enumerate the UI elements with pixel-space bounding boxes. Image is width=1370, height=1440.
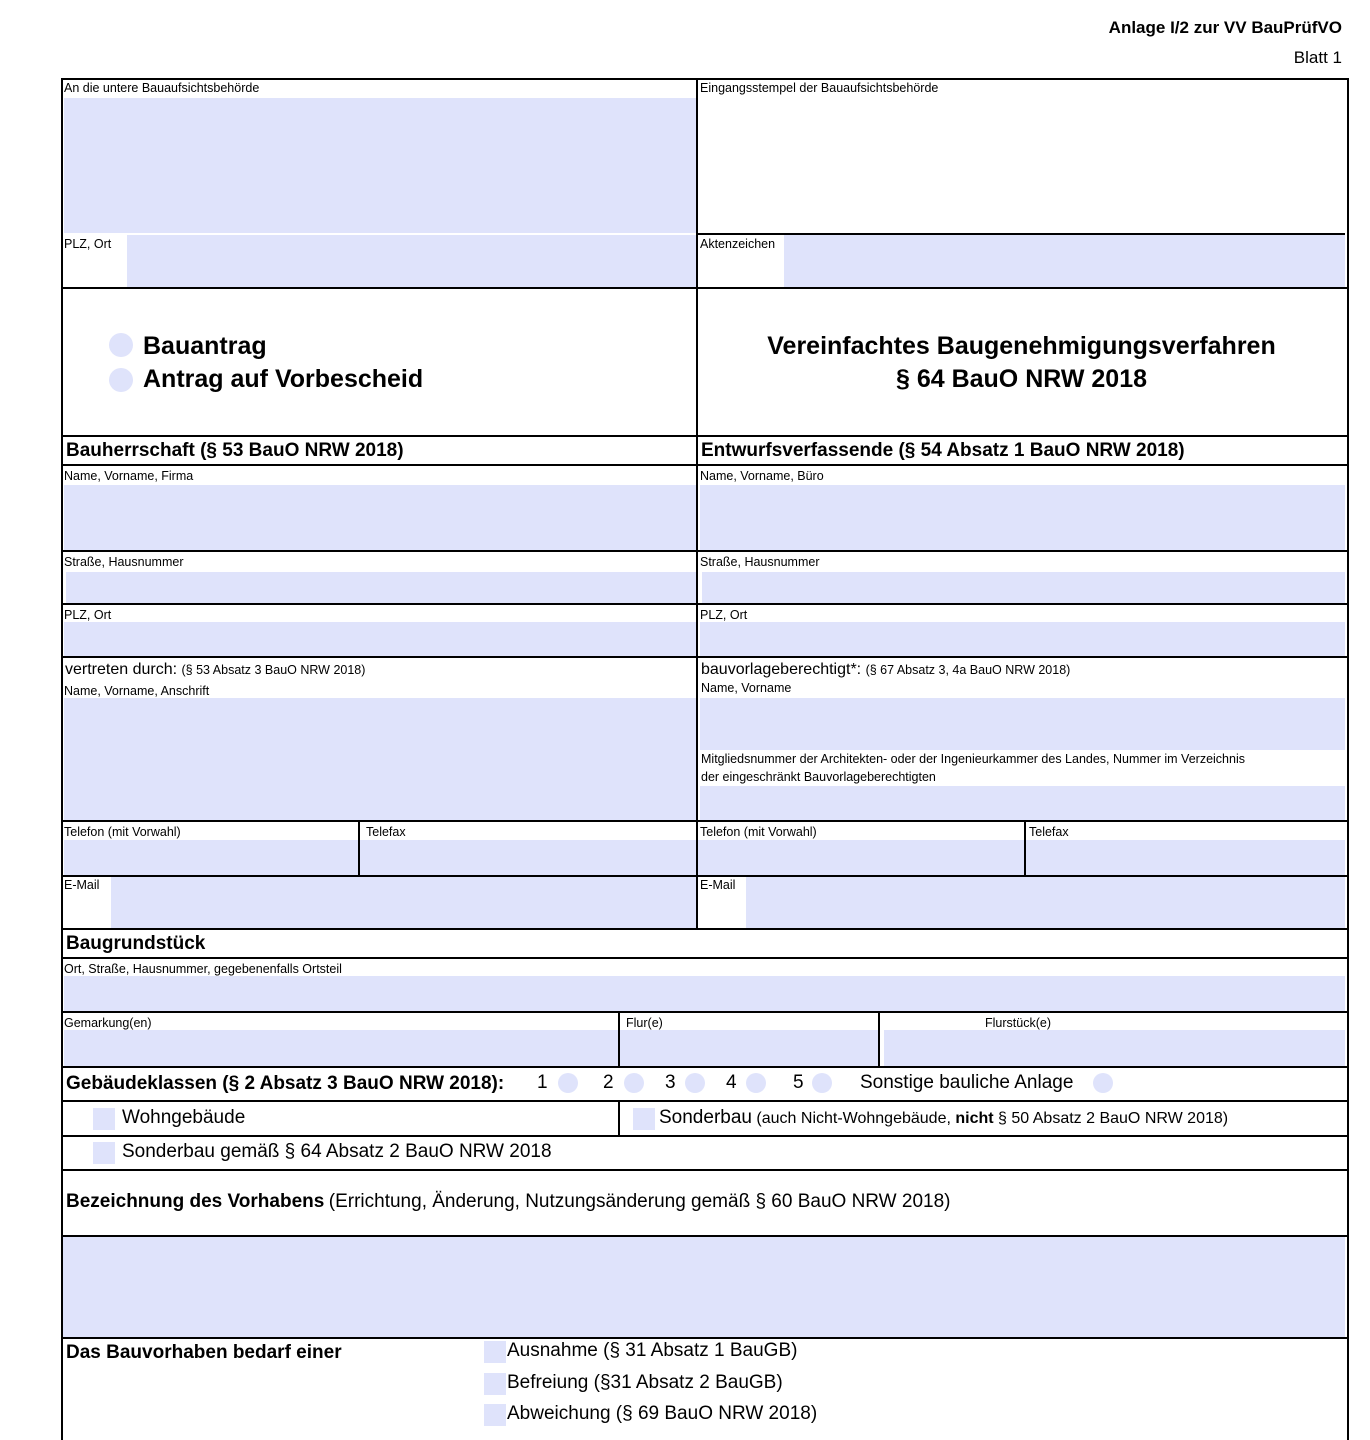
ort-label: Ort, Straße, Hausnummer, gegebenenfalls Ortsteil — [64, 962, 342, 976]
vorbescheid-label: Antrag auf Vorbescheid — [143, 365, 424, 393]
abweichung-checkbox[interactable] — [484, 1404, 506, 1426]
vertreten-field[interactable] — [64, 698, 696, 820]
flur-label: Flur(e) — [626, 1016, 663, 1030]
bh-strasse-field[interactable] — [66, 572, 696, 603]
ew-plz-field[interactable] — [700, 622, 1345, 656]
sonderbau64-label: Sonderbau gemäß § 64 Absatz 2 BauO NRW 2018 — [122, 1141, 552, 1162]
sonderbau-note-a: (auch Nicht-Wohngebäude, — [756, 1110, 951, 1127]
klasse-4-label: 4 — [726, 1072, 737, 1093]
sonderbau-note-b: nicht — [955, 1110, 994, 1127]
berechtigt-ref: (§ 67 Absatz 3, 4a BauO NRW 2018) — [865, 663, 1071, 677]
vorhaben-heading: Bezeichnung des Vorhabens — [66, 1191, 325, 1212]
mitglied-field[interactable] — [700, 786, 1345, 820]
klasse-2-radio[interactable] — [624, 1073, 644, 1093]
flurstueck-label: Flurstück(e) — [985, 1016, 1051, 1030]
berechtigt-name-field[interactable] — [700, 698, 1345, 750]
behoerde-plz-field[interactable] — [127, 235, 696, 287]
flur-field[interactable] — [620, 1030, 878, 1066]
entwurf-heading: Entwurfsverfassende (§ 54 Absatz 1 BauO NRW 2018) — [701, 440, 1185, 461]
gebaeudeklassen-heading: Gebäudeklassen (§ 2 Absatz 3 BauO NRW 2018): — [66, 1073, 505, 1094]
bh-email-field[interactable] — [111, 877, 696, 928]
abweichung-label: Abweichung (§ 69 BauO NRW 2018) — [507, 1403, 818, 1424]
berechtigt-sub: Name, Vorname — [701, 681, 792, 695]
bh-plz-label: PLZ, Ort — [64, 608, 112, 622]
bh-name-field[interactable] — [64, 485, 696, 550]
ort-field[interactable] — [64, 976, 1345, 1011]
verfahren-title-2: § 64 BauO NRW 2018 — [895, 365, 1148, 393]
bauantrag-label: Bauantrag — [143, 332, 267, 360]
vertreten-ref: (§ 53 Absatz 3 BauO NRW 2018) — [181, 663, 366, 677]
flurstueck-field[interactable] — [884, 1030, 1345, 1066]
befreiung-label: Befreiung (§31 Absatz 2 BauGB) — [507, 1372, 783, 1393]
aktenzeichen-label: Aktenzeichen — [700, 237, 776, 251]
sonderbau-note-c: § 50 Absatz 2 BauO NRW 2018) — [998, 1110, 1229, 1127]
bh-telefax-field[interactable] — [360, 840, 696, 875]
wohngebaeude-label: Wohngebäude — [122, 1107, 246, 1128]
ew-telefon-label: Telefon (mit Vorwahl) — [700, 825, 817, 839]
anlage-label: Anlage I/2 zur VV BauPrüfVO — [1108, 18, 1342, 37]
sonderbau-label: Sonderbau — [659, 1107, 752, 1128]
klasse-2-label: 2 — [603, 1072, 614, 1093]
blatt-label: Blatt 1 — [1293, 48, 1342, 67]
bh-name-label: Name, Vorname, Firma — [64, 469, 194, 483]
vertreten-label: vertreten durch: — [65, 661, 178, 678]
klasse-5-radio[interactable] — [812, 1073, 832, 1093]
ew-email-field[interactable] — [746, 877, 1345, 928]
klasse-4-radio[interactable] — [746, 1073, 766, 1093]
gemarkung-label: Gemarkung(en) — [64, 1016, 152, 1030]
bauherrschaft-heading: Bauherrschaft (§ 53 BauO NRW 2018) — [66, 440, 404, 461]
sonstige-radio[interactable] — [1093, 1073, 1113, 1093]
vorhaben-heading-row — [66, 1191, 951, 1214]
vorhaben-field[interactable] — [63, 1237, 1345, 1337]
ew-name-label: Name, Vorname, Büro — [700, 469, 824, 483]
behoerde-label: An die untere Bauaufsichtsbehörde — [64, 81, 260, 95]
ew-telefax-field[interactable] — [1026, 840, 1345, 875]
mitglied-label-1: Mitgliedsnummer der Architekten- oder der Ingenieurkammer des Landes, Nummer im Verzeichnis — [701, 752, 1245, 766]
bh-telefon-field[interactable] — [64, 840, 358, 875]
ausnahme-label: Ausnahme (§ 31 Absatz 1 BauGB) — [507, 1340, 798, 1361]
vertreten-sub: Name, Vorname, Anschrift — [64, 684, 210, 698]
ew-telefon-field[interactable] — [698, 840, 1024, 875]
sonderbau-label-row — [659, 1107, 1228, 1130]
bedarf-heading: Das Bauvorhaben bedarf einer — [66, 1342, 342, 1363]
bh-telefax-label: Telefax — [366, 825, 406, 839]
stempel-label: Eingangsstempel der Bauaufsichtsbehörde — [700, 81, 939, 95]
klasse-5-label: 5 — [793, 1072, 804, 1093]
klasse-1-radio[interactable] — [558, 1073, 578, 1093]
bauantrag-radio[interactable] — [109, 333, 133, 357]
sonstige-label: Sonstige bauliche Anlage — [860, 1072, 1074, 1093]
ew-telefax-label: Telefax — [1029, 825, 1069, 839]
bh-plz-field[interactable] — [64, 622, 696, 656]
wohngebaeude-checkbox[interactable] — [93, 1108, 115, 1130]
vorhaben-note: (Errichtung, Änderung, Nutzungsänderung gemäß § 60 BauO NRW 2018) — [328, 1191, 951, 1212]
behoerde-plz-label: PLZ, Ort — [64, 237, 112, 251]
mitglied-label-2: der eingeschränkt Bauvorlageberechtigten — [701, 770, 936, 784]
verfahren-title-1: Vereinfachtes Baugenehmigungsverfahren — [767, 332, 1276, 360]
grundstueck-heading: Baugrundstück — [66, 933, 206, 954]
vorbescheid-radio[interactable] — [109, 368, 133, 392]
vertreten-label-row — [65, 661, 365, 679]
klasse-3-radio[interactable] — [685, 1073, 705, 1093]
klasse-3-label: 3 — [665, 1072, 676, 1093]
ew-plz-label: PLZ, Ort — [700, 608, 748, 622]
sonderbau64-checkbox[interactable] — [93, 1142, 115, 1164]
ew-strasse-label: Straße, Hausnummer — [700, 555, 820, 569]
klasse-1-label: 1 — [537, 1072, 548, 1093]
bh-strasse-label: Straße, Hausnummer — [64, 555, 184, 569]
behoerde-field[interactable] — [64, 98, 696, 233]
aktenzeichen-field[interactable] — [784, 235, 1345, 287]
ew-email-label: E-Mail — [700, 878, 736, 892]
berechtigt-label-row — [701, 661, 1070, 679]
ausnahme-checkbox[interactable] — [484, 1341, 506, 1363]
bh-email-label: E-Mail — [64, 878, 100, 892]
ew-strasse-field[interactable] — [702, 572, 1345, 603]
sonderbau-checkbox[interactable] — [633, 1108, 655, 1130]
berechtigt-label: bauvorlageberechtigt*: — [701, 661, 862, 678]
befreiung-checkbox[interactable] — [484, 1373, 506, 1395]
ew-name-field[interactable] — [700, 485, 1345, 550]
gemarkung-field[interactable] — [64, 1030, 618, 1066]
bh-telefon-label: Telefon (mit Vorwahl) — [64, 825, 181, 839]
